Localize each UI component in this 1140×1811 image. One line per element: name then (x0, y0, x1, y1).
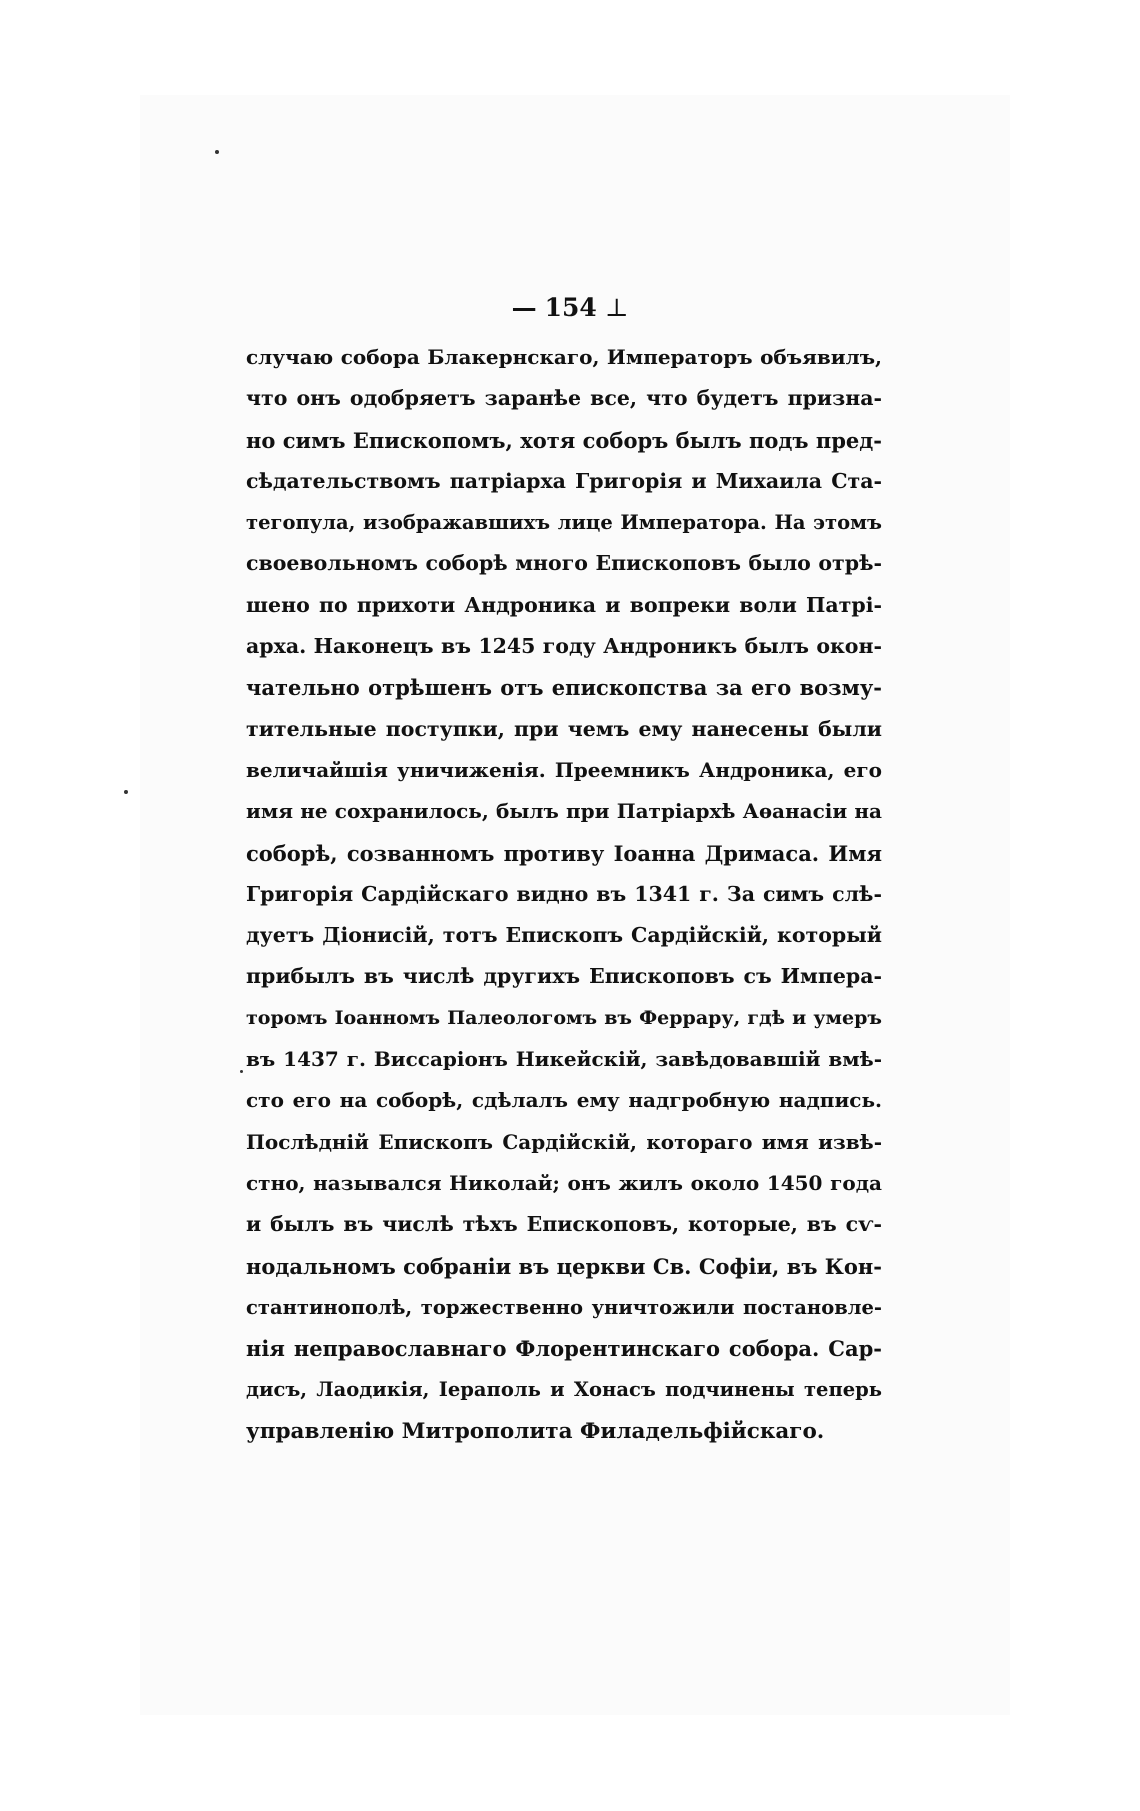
text-line: управленію Митрополита Филадельфійскаго. (246, 1418, 825, 1444)
text-line: что онъ одобряетъ заранѣе все, что будетъ призна- (246, 386, 882, 411)
text-line: въ 1437 г. Виссаріонъ Никейскій, завѣдовавшій вмѣ- (246, 1047, 882, 1072)
text-line: соборѣ, созванномъ противу Іоанна Дримаса. Имя (246, 840, 882, 866)
text-line: и былъ въ числѣ тѣхъ Епископовъ, которые, въ сѵ- (246, 1212, 882, 1237)
text-line: тительные поступки, при чемъ ему нанесены были (246, 716, 882, 741)
text-line: но симъ Епископомъ, хотя соборъ былъ подъ пред- (246, 427, 882, 453)
text-line: Григорія Сардійскаго видно въ 1341 г. За симъ слѣ- (246, 881, 882, 906)
text-line: стантинополѣ, торжественно уничтожили постановле- (246, 1295, 882, 1319)
text-line: прибылъ въ числѣ другихъ Епископовъ съ Импера- (246, 964, 882, 989)
text-line: сѣдательствомъ патріарха Григорія и Михаила Ста- (246, 468, 882, 493)
text-line: сто его на соборѣ, сдѣлалъ ему надгробную надпись. (246, 1088, 882, 1113)
text-line: стно, назывался Николай; онъ жилъ около 1450 года (246, 1170, 882, 1195)
text-line: шено по прихоти Андроника и вопреки воли Патрі- (246, 592, 882, 617)
body-text (246, 337, 882, 1452)
text-line: тегопула, изображавшихъ лице Императора. На этомъ (246, 511, 882, 535)
text-line: нодальномъ собраніи въ церкви Св. Софіи, въ Кон- (246, 1253, 882, 1279)
scan-speck (240, 1070, 243, 1073)
text-line: величайшія уничиженія. Преемникъ Андроника, его (246, 757, 882, 782)
text-line: имя не сохранилось, былъ при Патріархѣ Аѳанасіи на (246, 799, 882, 824)
page-number: 154 (544, 292, 597, 322)
page-number-header (486, 290, 646, 324)
text-line: торомъ Іоанномъ Палеологомъ въ Феррару, гдѣ и умеръ (246, 1006, 882, 1029)
scan-speck (215, 150, 219, 154)
text-line: Послѣдній Епископъ Сардійскій, котораго имя извѣ- (246, 1129, 882, 1154)
text-line: дисъ, Лаодикія, Іераполь и Хонасъ подчинены теперь (246, 1378, 882, 1402)
text-line: арха. Наконецъ въ 1245 году Андроникъ былъ окон- (246, 634, 882, 659)
text-line: нія неправославнаго Флорентинскаго собора. Сар- (246, 1336, 882, 1362)
text-line: чательно отрѣшенъ отъ епископства за его возму- (246, 675, 882, 701)
text-line: случаю собора Блакернскаго, Императоръ объявилъ, (246, 345, 882, 369)
text-line: дуетъ Діонисій, тотъ Епископъ Сардійскій, который (246, 923, 882, 948)
header-dash: ⊥ (604, 292, 629, 322)
header-dash: — (511, 292, 537, 322)
text-line: своевольномъ соборѣ много Епископовъ было отрѣ- (246, 551, 882, 576)
scan-speck (124, 790, 128, 794)
